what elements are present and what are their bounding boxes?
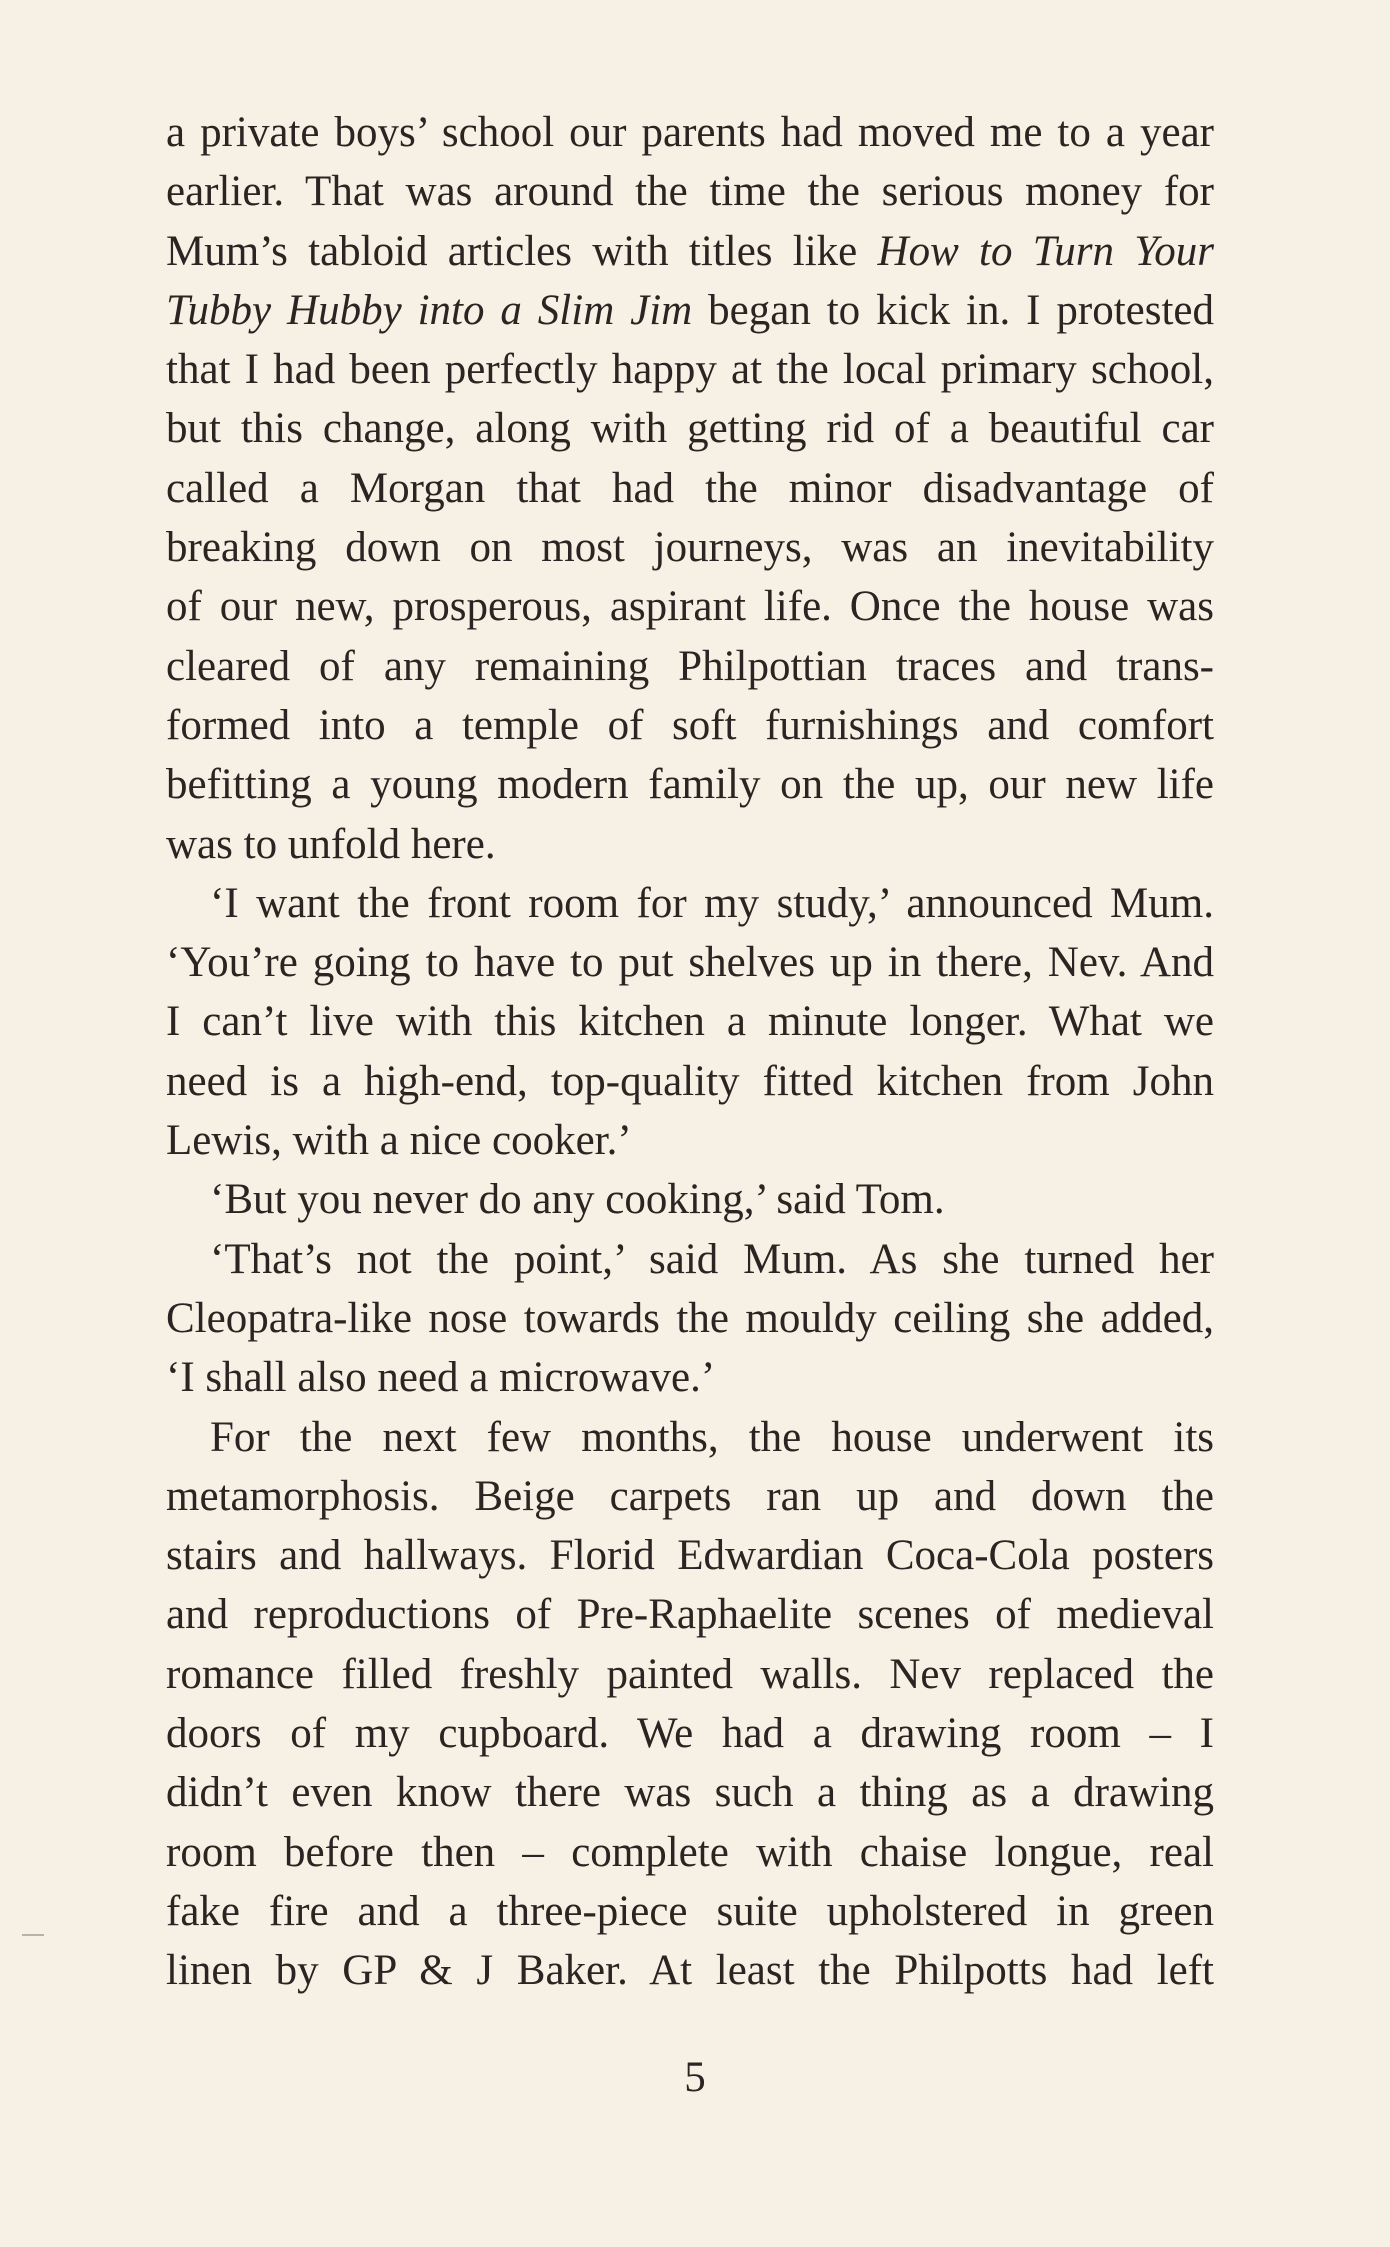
text-line xyxy=(166,1289,1214,1348)
text-segment: formed into a temple of soft furnishings and comfort xyxy=(166,701,1214,749)
text-segment: Cleopatra-like nose towards the mouldy ceiling she added, xyxy=(166,1294,1214,1342)
text-line xyxy=(166,1645,1214,1704)
text-line xyxy=(166,577,1214,636)
text-segment: breaking down on most journeys, was an inevitability xyxy=(166,524,1214,572)
text-line xyxy=(166,1585,1214,1644)
text-segment: romance filled freshly painted walls. Nev replaced the xyxy=(166,1650,1214,1698)
text-line xyxy=(166,1408,1214,1467)
text-line xyxy=(166,1348,1214,1407)
text-segment: fake fire and a three-piece suite upholstered in green xyxy=(166,1887,1214,1935)
text-line xyxy=(166,992,1214,1051)
text-line xyxy=(166,637,1214,696)
text-segment: I can’t live with this kitchen a minute longer. What we xyxy=(166,998,1214,1046)
text-line xyxy=(166,1526,1214,1585)
text-line xyxy=(166,518,1214,577)
text-line xyxy=(166,340,1214,399)
text-segment: ‘I want the front room for my study,’ announced Mum. xyxy=(210,879,1214,927)
text-line xyxy=(166,1704,1214,1763)
text-segment: need is a high-end, top-quality fitted kitchen from John xyxy=(166,1057,1214,1105)
text-segment: that I had been perfectly happy at the local primary school, xyxy=(166,346,1214,394)
text-segment: ‘I shall also need a microwave.’ xyxy=(166,1354,716,1402)
text-segment: began to kick in. I protested xyxy=(692,286,1214,334)
text-segment: called a Morgan that had the minor disadvantage of xyxy=(166,464,1214,512)
margin-mark xyxy=(22,1934,44,1936)
text-segment: cleared of any remaining Philpottian traces and trans- xyxy=(166,642,1214,690)
text-segment: doors of my cupboard. We had a drawing room – I xyxy=(166,1710,1214,1758)
text-segment: room before then – complete with chaise longue, real xyxy=(166,1828,1214,1876)
text-segment: of our new, prosperous, aspirant life. Once the house was xyxy=(166,583,1214,631)
text-segment: stairs and hallways. Florid Edwardian Coca-Cola posters xyxy=(166,1532,1214,1580)
text-line xyxy=(166,222,1214,281)
text-line xyxy=(166,1882,1214,1941)
text-line xyxy=(166,933,1214,992)
text-line xyxy=(166,1941,1214,2000)
body-text xyxy=(166,103,1214,2001)
text-line xyxy=(166,1052,1214,1111)
text-segment: ‘That’s not the point,’ said Mum. As she turned her xyxy=(210,1235,1214,1283)
text-line xyxy=(166,874,1214,933)
text-line xyxy=(166,696,1214,755)
text-line xyxy=(166,1170,1214,1229)
text-segment: a private boys’ school our parents had moved me to a year xyxy=(166,109,1214,156)
text-segment: linen by GP & J Baker. At least the Philpotts had left xyxy=(166,1947,1214,1995)
text-segment: and reproductions of Pre-Raphaelite scenes of medieval xyxy=(166,1591,1214,1639)
italic-text: Tubby Hubby into a Slim Jim xyxy=(166,286,693,334)
text-line xyxy=(166,1467,1214,1526)
text-segment: ‘You’re going to have to put shelves up in there, Nev. And xyxy=(166,939,1214,987)
text-line xyxy=(166,399,1214,458)
text-line xyxy=(166,1823,1214,1882)
text-line xyxy=(166,1111,1214,1170)
italic-text: How to Turn Your xyxy=(877,227,1214,275)
text-line xyxy=(166,1763,1214,1822)
text-line xyxy=(166,1230,1214,1289)
text-segment: but this change, along with getting rid of a beautiful car xyxy=(166,405,1214,453)
text-segment: ‘But you never do any cooking,’ said Tom. xyxy=(210,1176,945,1224)
text-segment: was to unfold here. xyxy=(166,820,496,868)
text-segment: For the next few months, the house underwent its xyxy=(210,1413,1214,1461)
text-line xyxy=(166,755,1214,814)
text-line xyxy=(166,815,1214,874)
page-number: 5 xyxy=(684,2054,706,2101)
text-line xyxy=(166,162,1214,221)
text-line xyxy=(166,459,1214,518)
text-segment: Mum’s tabloid articles with titles like xyxy=(166,227,878,275)
text-line xyxy=(166,103,1214,162)
text-segment: metamorphosis. Beige carpets ran up and down the xyxy=(166,1472,1214,1520)
text-segment: befitting a young modern family on the up, our new life xyxy=(166,761,1214,809)
text-segment: earlier. That was around the time the serious money for xyxy=(166,168,1214,216)
text-line xyxy=(166,281,1214,340)
text-segment: Lewis, with a nice cooker.’ xyxy=(166,1117,632,1165)
text-segment: didn’t even know there was such a thing as a drawing xyxy=(166,1769,1214,1817)
